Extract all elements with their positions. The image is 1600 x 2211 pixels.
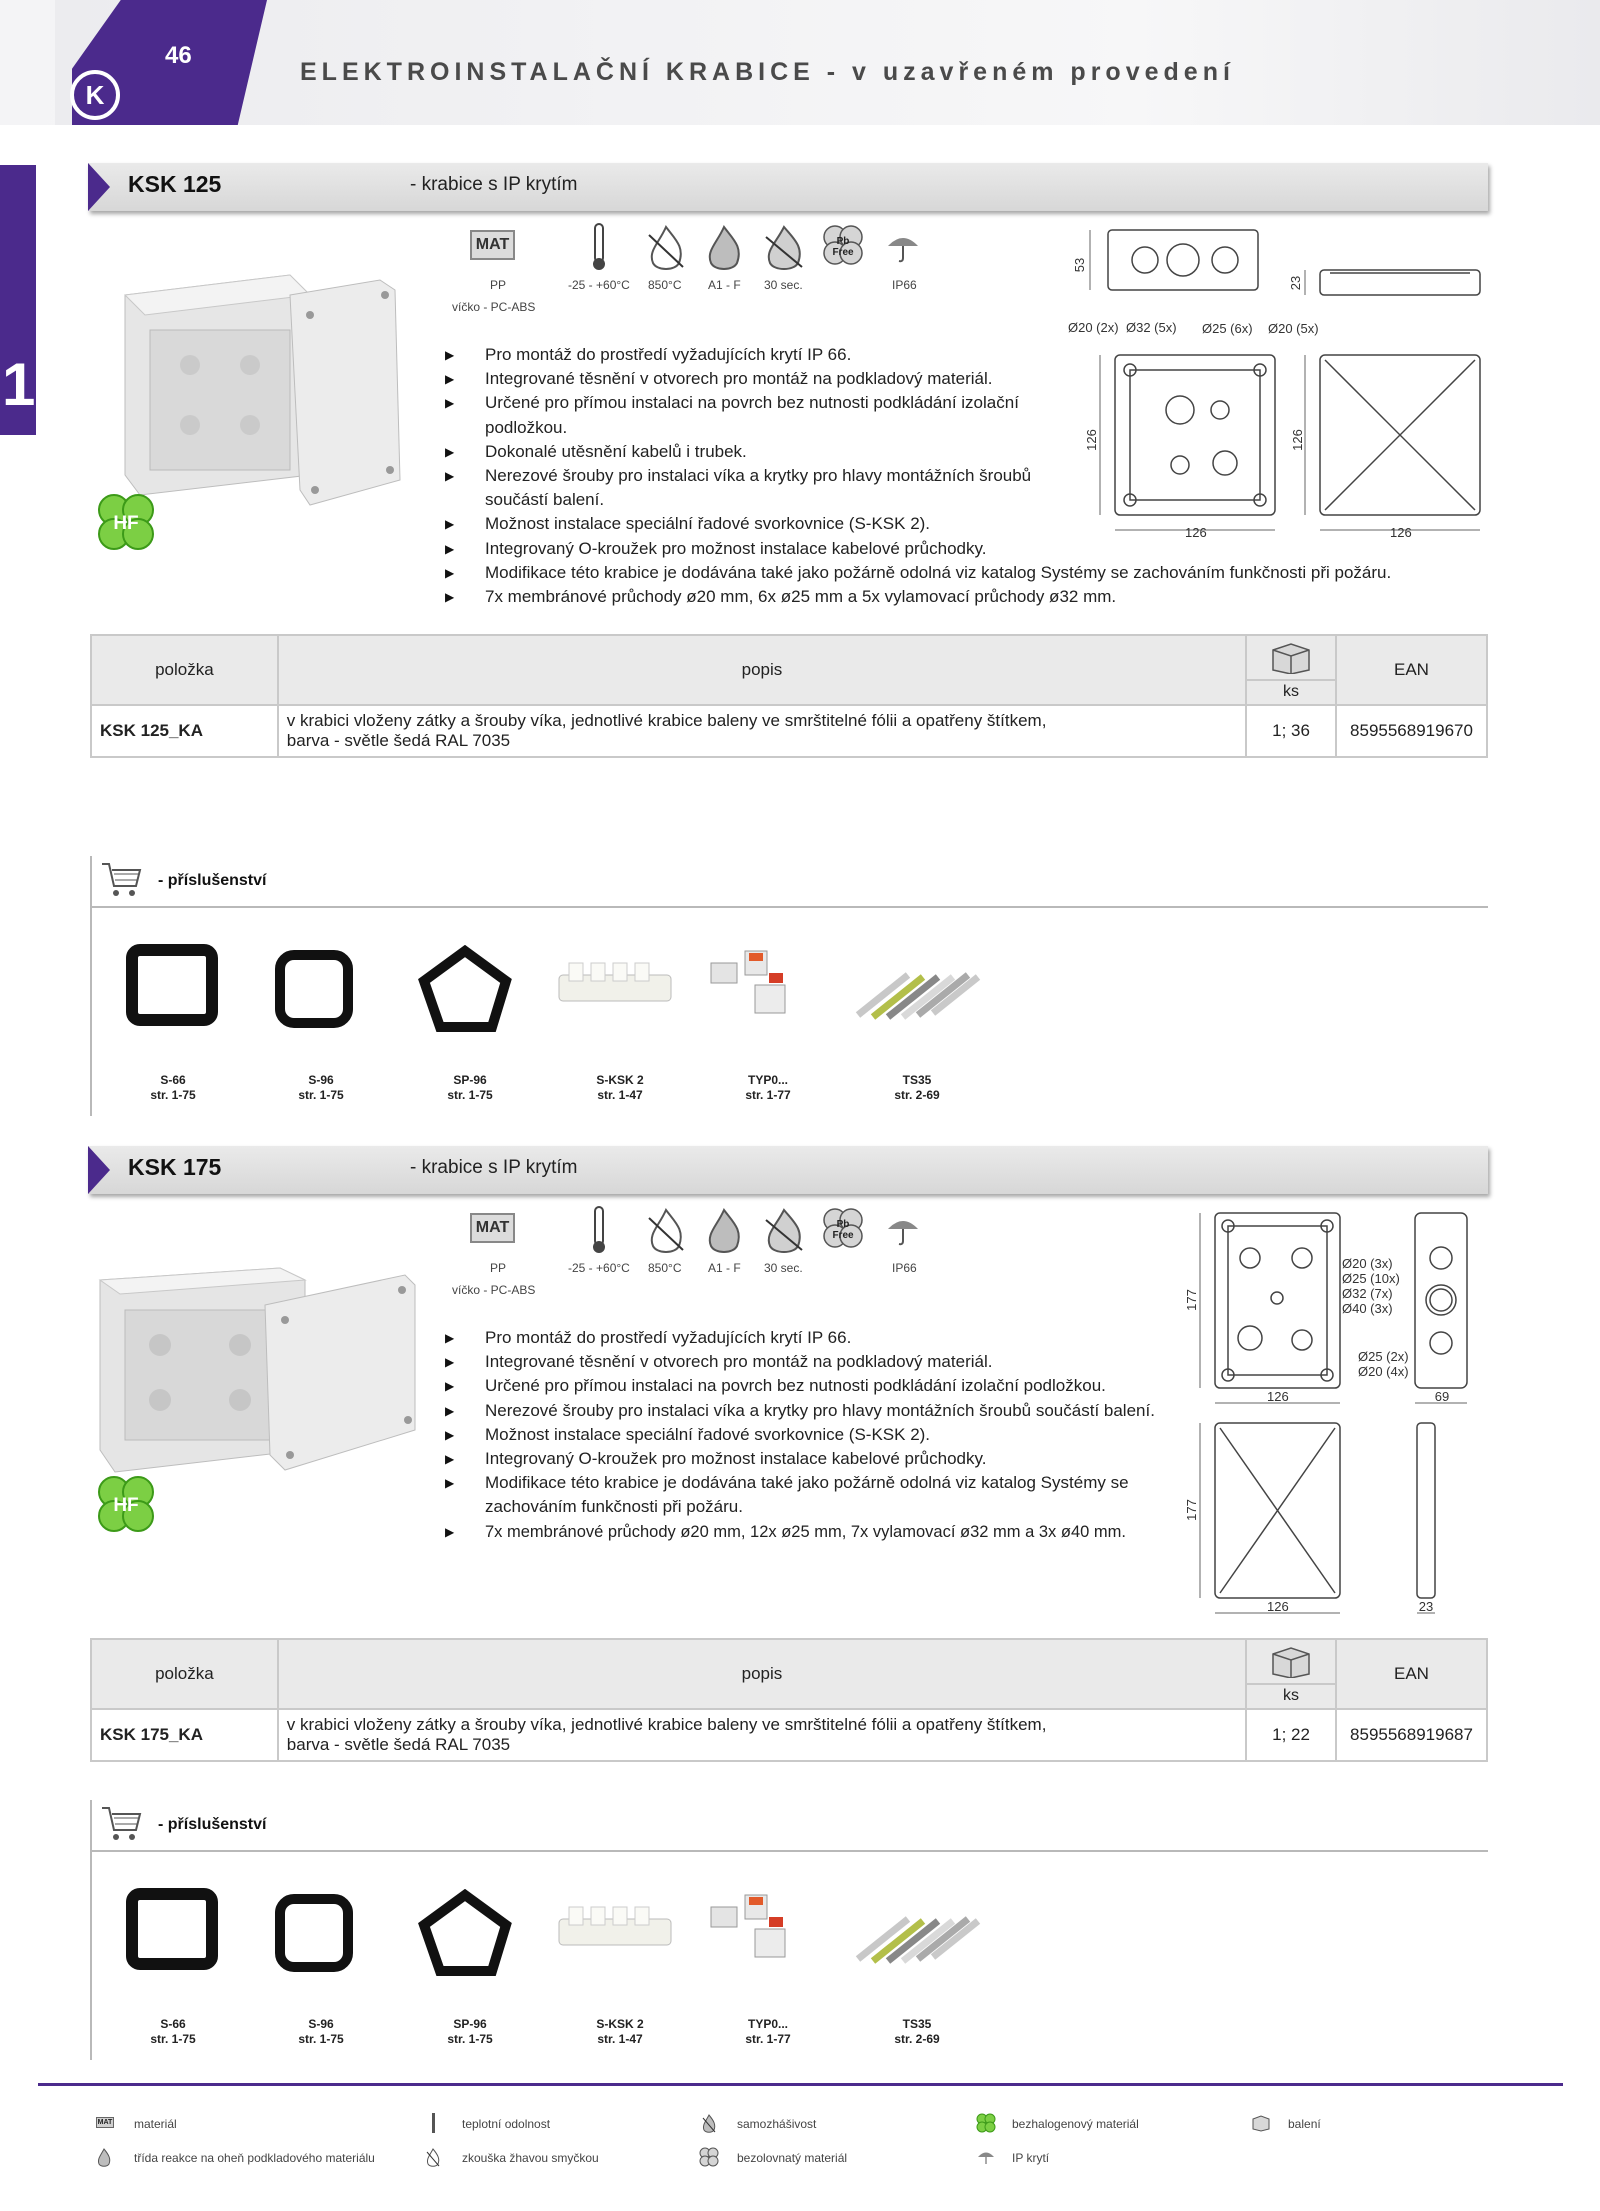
feature-list-ksk175 <box>445 1326 1185 1544</box>
svg-text:126: 126 <box>1390 525 1412 540</box>
product-table-ksk125 <box>90 634 1488 758</box>
svg-text:Ø40 (3x): Ø40 (3x) <box>1342 1301 1393 1316</box>
accessory-page: str. 1-77 <box>745 1088 791 1102</box>
item-description <box>278 705 1246 757</box>
svg-text:Ø20 (2x): Ø20 (2x) <box>1068 320 1119 335</box>
frame-sp96-image <box>418 945 513 1035</box>
accessory-name: S-66 <box>160 1073 186 1087</box>
column-header-description: popis <box>278 635 1246 705</box>
accessory-name: TYP0... <box>747 2017 788 2031</box>
column-header-item: položka <box>91 1639 278 1709</box>
fire-drop-icon <box>703 225 745 271</box>
list-item: ▶ Integrované těsnění v otvorech pro montáž na podkladový materiál. <box>445 367 1045 391</box>
item-quantity: 1; 22 <box>1246 1709 1336 1761</box>
legend-label: třída reakce na oheň podkladového materiálu <box>134 2151 375 2165</box>
list-item: ▶ 7x membránové průchody ø20 mm, 12x ø25 mm, 7x vylamovací ø32 mm a 3x ø40 mm. <box>445 1520 1185 1544</box>
svg-text:126: 126 <box>1084 429 1099 451</box>
column-header-description: popis <box>278 1639 1246 1709</box>
frame-s96-image <box>270 945 360 1035</box>
column-header-item: položka <box>91 635 278 705</box>
svg-text:HF: HF <box>113 1495 139 1516</box>
frame-s66-image <box>122 940 222 1030</box>
svg-text:Ø25 (6x): Ø25 (6x) <box>1202 321 1253 336</box>
section-marker <box>88 163 110 211</box>
legend-label: IP krytí <box>1012 2151 1050 2165</box>
frame-sp96-image <box>418 1889 513 1979</box>
list-item: ▶ Integrovaný O-kroužek pro možnost instalace kabelové průchodky. <box>445 1447 1185 1471</box>
terminal-block-image <box>555 1899 675 1959</box>
accessory-caption <box>415 1073 525 1103</box>
pb-free-icon <box>699 2147 719 2167</box>
legend-label: bezolovnatý materiál <box>737 2151 848 2165</box>
accessories-label: - příslušenství <box>158 872 267 889</box>
hf-icon <box>976 2113 996 2133</box>
accessory-caption <box>415 2017 525 2047</box>
thermometer-icon <box>432 2113 435 2133</box>
brand-logo: K <box>70 70 120 120</box>
frame-s96-image <box>270 1889 360 1979</box>
accessory-name: S-96 <box>308 2017 334 2031</box>
list-item: ▶ Modifikace této krabice je dodávána také jako požárně odolná viz katalog Systémy se zachováním funkčnosti při požáru. <box>445 561 1485 585</box>
connector-image <box>705 1889 795 1974</box>
column-header-ean: EAN <box>1336 635 1487 705</box>
accessory-page: str. 1-47 <box>597 2032 643 2046</box>
svg-text:HF: HF <box>113 513 139 534</box>
flame-icon <box>762 1208 806 1254</box>
svg-text:Ø20 (4x): Ø20 (4x) <box>1358 1364 1409 1379</box>
svg-text:Free: Free <box>832 1230 854 1241</box>
accessory-caption <box>713 2017 823 2047</box>
page-title: ELEKTROINSTALAČNÍ KRABICE - v uzavřeném provedení <box>300 58 1235 86</box>
svg-text:23: 23 <box>1418 1599 1434 1614</box>
section-marker <box>88 1146 110 1194</box>
pb-free-icon <box>820 222 866 268</box>
item-description <box>278 1709 1246 1761</box>
accessory-page: str. 1-75 <box>447 1088 493 1102</box>
svg-text:23: 23 <box>1288 275 1303 291</box>
fire-class-label: A1 - F <box>708 278 741 292</box>
accessory-name: TS35 <box>902 2017 932 2031</box>
temperature-label: -25 - +60°C <box>568 278 630 292</box>
legend-label: teplotní odolnost <box>462 2117 551 2131</box>
accessory-caption <box>713 1073 823 1103</box>
accessory-caption <box>266 2017 376 2047</box>
description-line: barva - světle šedá RAL 7035 <box>286 1735 511 1754</box>
accessory-page: str. 1-75 <box>298 1088 344 1102</box>
lid-material-label: víčko - PC-ABS <box>452 1283 536 1297</box>
svg-text:126: 126 <box>1290 429 1305 451</box>
chapter-number: 1 <box>2 351 36 418</box>
svg-text:177: 177 <box>1184 1499 1199 1521</box>
accessory-caption <box>118 2017 228 2047</box>
accessories-rule <box>92 906 1488 908</box>
din-rail-image <box>848 1899 988 1969</box>
temperature-label: -25 - +60°C <box>568 1261 630 1275</box>
accessories-divider <box>90 856 92 1116</box>
ip-label: IP66 <box>892 278 917 292</box>
technical-drawing-ksk125 <box>1060 225 1500 545</box>
terminal-block-image <box>555 955 675 1015</box>
product-subtitle: - krabice s IP krytím <box>410 1157 578 1178</box>
svg-text:Ø32 (5x): Ø32 (5x) <box>1126 320 1177 335</box>
accessories-rule <box>92 1850 1488 1852</box>
column-header-package <box>1246 1639 1336 1709</box>
item-code: KSK 175_KA <box>91 1709 278 1761</box>
self-extinguish-label: 30 sec. <box>764 278 803 292</box>
list-item: ▶ Pro montáž do prostředí vyžadujících krytí IP 66. <box>445 343 1025 367</box>
hf-icon <box>92 488 160 556</box>
product-photo-ksk125 <box>110 255 420 515</box>
list-item: ▶ Modifikace této krabice je dodávána také jako požárně odolná viz katalog Systémy se zachováním funkčnosti při požáru. <box>445 1471 1185 1519</box>
box-icon <box>1269 640 1313 674</box>
list-item: ▶ Integrovaný O-kroužek pro možnost instalace kabelové průchodky. <box>445 537 1065 561</box>
product-subtitle: - krabice s IP krytím <box>410 174 578 195</box>
legend-label: samozhášivost <box>737 2117 817 2131</box>
fire-drop-icon <box>703 1208 745 1254</box>
thermometer-icon <box>588 222 610 272</box>
accessory-name: TS35 <box>902 1073 932 1087</box>
description-line: v krabici vloženy zátky a šrouby víka, jednotlivé krabice baleny ve smrštitelné fólii a opatřeny štítkem, <box>286 711 1047 730</box>
accessory-caption <box>862 1073 972 1103</box>
list-item: ▶ Určené pro přímou instalaci na povrch bez nutnosti podkládání izolační podložkou. <box>445 1374 1185 1398</box>
svg-text:Pb: Pb <box>836 1219 850 1230</box>
accessory-caption <box>565 2017 675 2047</box>
legend-label: bezhalogenový materiál <box>1012 2117 1139 2131</box>
legend-label: balení <box>1288 2117 1321 2131</box>
mat-icon: MAT <box>470 1213 515 1243</box>
svg-text:69: 69 <box>1434 1389 1450 1404</box>
list-item: ▶ 7x membránové průchody ø20 mm, 6x ø25 mm a 5x vylamovací průchody ø32 mm. <box>445 585 1485 609</box>
svg-text:Pb: Pb <box>836 236 850 247</box>
box-icon <box>1251 2114 1271 2132</box>
accessory-page: str. 1-75 <box>150 1088 196 1102</box>
svg-text:126: 126 <box>1185 525 1207 540</box>
accessory-name: SP-96 <box>453 2017 487 2031</box>
product-photo-ksk175 <box>90 1250 420 1490</box>
list-item: ▶ Nerezové šrouby pro instalaci víka a krytky pro hlavy montážních šroubů součástí balení. <box>445 464 1045 512</box>
svg-text:Ø32 (7x): Ø32 (7x) <box>1342 1286 1393 1301</box>
description-line: barva - světle šedá RAL 7035 <box>286 731 511 750</box>
list-item: ▶ Dokonalé utěsnění kabelů i trubek. <box>445 440 1045 464</box>
accessories-label: - příslušenství <box>158 1816 267 1833</box>
page-number: 46 <box>165 42 192 69</box>
din-rail-image <box>848 955 988 1025</box>
accessory-caption <box>118 1073 228 1103</box>
ip-label: IP66 <box>892 1261 917 1275</box>
fire-class-label: A1 - F <box>708 1261 741 1275</box>
pb-free-icon <box>820 1205 866 1251</box>
svg-text:53: 53 <box>1072 257 1087 273</box>
table-row <box>91 1709 1487 1761</box>
legend-label: zkouška žhavou smyčkou <box>462 2151 599 2165</box>
table-row <box>91 705 1487 757</box>
hf-icon <box>92 1470 160 1538</box>
section-bar-ksk125 <box>88 163 1488 211</box>
umbrella-icon <box>977 2148 995 2166</box>
item-code: KSK 125_KA <box>91 705 278 757</box>
glow-wire-icon <box>645 225 687 271</box>
list-item: ▶ Určené pro přímou instalaci na povrch bez nutnosti podkládání izolační podložkou. <box>445 391 1045 439</box>
accessory-name: SP-96 <box>453 1073 487 1087</box>
list-item: ▶ Integrované těsnění v otvorech pro montáž na podkladový materiál. <box>445 1350 1185 1374</box>
accessory-page: str. 1-77 <box>745 2032 791 2046</box>
svg-text:Ø20 (3x): Ø20 (3x) <box>1342 1256 1393 1271</box>
material-label: PP <box>490 1261 507 1275</box>
accessory-page: str. 2-69 <box>894 1088 940 1102</box>
accessory-name: S-66 <box>160 2017 186 2031</box>
svg-text:Ø25 (2x): Ø25 (2x) <box>1358 1349 1409 1364</box>
item-quantity: 1; 36 <box>1246 705 1336 757</box>
flame-icon <box>701 2114 717 2134</box>
mat-icon: MAT <box>470 230 515 260</box>
item-ean: 8595568919670 <box>1336 705 1487 757</box>
accessory-page: str. 2-69 <box>894 2032 940 2046</box>
legend-label: materiál <box>134 2117 177 2131</box>
accessory-page: str. 1-75 <box>150 2032 196 2046</box>
svg-text:Free: Free <box>832 247 854 258</box>
accessory-caption <box>565 1073 675 1103</box>
umbrella-icon <box>885 228 921 264</box>
svg-text:126: 126 <box>1267 1389 1289 1404</box>
accessory-name: TYP0... <box>747 1073 788 1087</box>
legend-rule <box>38 2083 1563 2086</box>
mat-icon: MAT <box>97 2119 113 2126</box>
description-line: v krabici vloženy zátky a šrouby víka, jednotlivé krabice baleny ve smrštitelné fólii a opatřeny štítkem, <box>286 1715 1047 1734</box>
svg-text:Ø20 (5x): Ø20 (5x) <box>1268 321 1319 336</box>
item-ean: 8595568919687 <box>1336 1709 1487 1761</box>
flame-icon <box>762 225 806 271</box>
fire-drop-icon <box>96 2148 112 2168</box>
svg-text:177: 177 <box>1184 1289 1199 1311</box>
svg-text:126: 126 <box>1267 1599 1289 1614</box>
ks-label: ks <box>1247 1683 1335 1705</box>
list-item: ▶ Možnost instalace speciální řadové svorkovnice (S-KSK 2). <box>445 1423 1185 1447</box>
product-table-ksk175 <box>90 1638 1488 1762</box>
connector-image <box>705 945 795 1030</box>
ks-label: ks <box>1247 679 1335 701</box>
section-bar-ksk175 <box>88 1146 1488 1194</box>
thermometer-icon <box>588 1205 610 1255</box>
cart-icon <box>100 1804 142 1842</box>
column-header-ean: EAN <box>1336 1639 1487 1709</box>
frame-s66-image <box>122 1884 222 1974</box>
accessory-page: str. 1-75 <box>298 2032 344 2046</box>
column-header-package <box>1246 635 1336 705</box>
accessory-caption <box>266 1073 376 1103</box>
accessory-page: str. 1-75 <box>447 2032 493 2046</box>
accessory-page: str. 1-47 <box>597 1088 643 1102</box>
accessory-name: S-KSK 2 <box>596 2017 644 2031</box>
self-extinguish-label: 30 sec. <box>764 1261 803 1275</box>
technical-drawing-ksk175 <box>1170 1208 1490 1618</box>
svg-text:Ø25 (10x): Ø25 (10x) <box>1342 1271 1400 1286</box>
lid-material-label: víčko - PC-ABS <box>452 300 536 314</box>
list-item: ▶ Pro montáž do prostředí vyžadujících krytí IP 66. <box>445 1326 1185 1350</box>
accessory-name: S-KSK 2 <box>596 1073 644 1087</box>
glow-wire-icon <box>645 1208 687 1254</box>
accessory-caption <box>862 2017 972 2047</box>
product-code: KSK 125 <box>128 171 222 197</box>
glow-wire-label: 850°C <box>648 1261 682 1275</box>
glow-wire-icon <box>425 2148 441 2168</box>
glow-wire-label: 850°C <box>648 278 682 292</box>
box-icon <box>1269 1644 1313 1678</box>
accessories-divider <box>90 1800 92 2060</box>
material-label: PP <box>490 278 507 292</box>
list-item: ▶ Nerezové šrouby pro instalaci víka a krytky pro hlavy montážních šroubů součástí balení. <box>445 1399 1185 1423</box>
list-item: ▶ Možnost instalace speciální řadové svorkovnice (S-KSK 2). <box>445 512 1045 536</box>
umbrella-icon <box>885 1211 921 1247</box>
accessory-name: S-96 <box>308 1073 334 1087</box>
product-code: KSK 175 <box>128 1154 222 1180</box>
cart-icon <box>100 860 142 898</box>
